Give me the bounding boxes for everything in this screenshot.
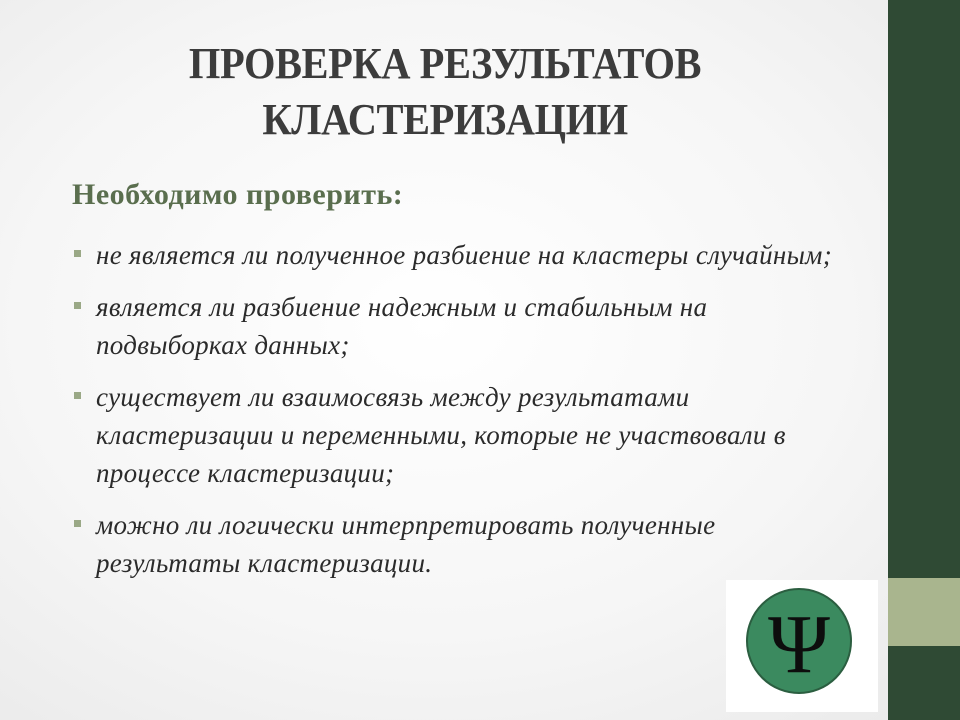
bullet-text: существует ли взаимосвязь между результатами кластеризации и переменными, которые не участвовали в процессе кластеризации; [96,382,786,488]
subtitle: Необходимо проверить: [72,178,404,211]
bullet-square-icon [74,520,81,527]
title-line-1: ПРОВЕРКА РЕЗУЛЬТАТОВ [188,39,702,88]
bullet-list [72,236,852,596]
bullet-square-icon [74,302,81,309]
bullet-square-icon [74,250,81,257]
bullet-text: не является ли полученное разбиение на кластеры случайным; [96,240,832,270]
psi-icon [744,586,854,696]
bullet-text: является ли разбиение надежным и стабильным на подвыборках данных; [96,292,708,360]
bullet-square-icon [74,392,81,399]
bullet-item [72,236,852,274]
bullet-item [72,378,852,492]
bullet-item [72,506,852,582]
psi-glyph: Ψ [768,598,830,691]
slide-title [91,36,799,148]
bullet-text: можно ли логически интерпретировать полученные результаты кластеризации. [96,510,716,578]
title-line-2: КЛАСТЕРИЗАЦИИ [262,95,628,144]
right-accent-block [888,578,960,646]
bullet-item [72,288,852,364]
